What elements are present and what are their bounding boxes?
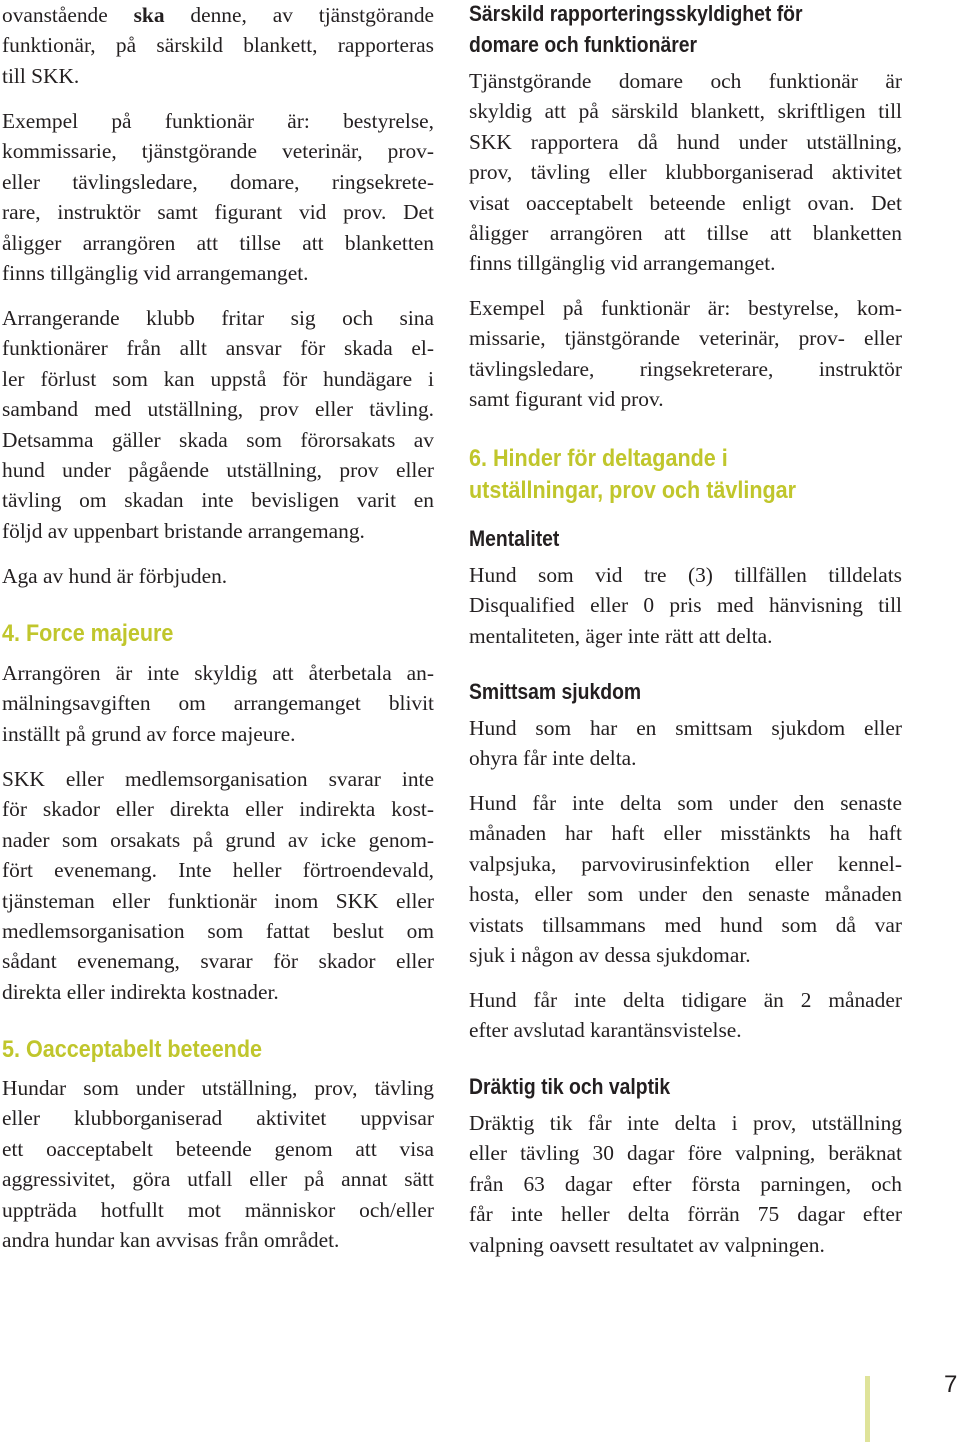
text-line: ovanstående [2,3,134,27]
text-line: för skador eller direkta eller indirekta kost- [2,797,434,822]
text-line: eller klubborganiserad aktivitet uppvisar [2,1106,434,1131]
text-line: medlemsorganisation som fattat beslut om [2,919,434,944]
subheading-smittsam-sjukdom: Smittsam sjukdom [469,679,642,704]
text-line: tjänsteman eller funktionär inom SKK eller [2,888,434,913]
text-line: hund under pågående utställning, prov eller [2,458,434,483]
subheading-draktig-tik: Dräktig tik och valptik [469,1074,671,1099]
page-number-rule [865,1376,870,1442]
text-line: Arrangören är inte skyldig att återbetala an- [2,661,434,685]
left-paragraph-5 [2,658,434,749]
text-line: Hund som har en smittsam sjukdom eller [469,716,902,740]
text-line: till SKK. [2,63,80,88]
right-paragraph-5 [469,788,902,970]
subheading-reporting [469,0,803,60]
right-paragraph-4 [469,713,902,774]
text-line: från 63 dagar efter första parningen, och [469,1171,902,1196]
left-paragraph-6 [2,764,434,1007]
text-line: funktionär, på särskild blankett, rapporteras [2,33,434,58]
text-line: fört evenemang. Inte heller förtroendevald, [2,858,434,883]
text-line: skyldig att på särskild blankett, skriftligen till [469,99,902,124]
text-line: kommissarie, tjänstgörande veterinär, prov- [2,139,434,164]
text-line: samband med utställning, prov eller tävling. [2,397,434,422]
left-paragraph-3 [2,303,434,546]
text-line: direkta eller indirekta kostnader. [2,979,279,1004]
subheading-line: Särskild rapporteringsskyldighet för [469,1,803,26]
text-line: valpning oavsett resultatet av valpningen. [469,1232,825,1257]
text-line: tävlingsledare, ringsekreterare, instruktör [469,356,902,381]
text-line: andra hundar kan avvisas från området. [2,1228,340,1253]
right-paragraph-2 [469,293,902,415]
text-line: efter avslutad karantänsvistelse. [469,1018,742,1043]
text-line: finns tillgänglig vid arrangemanget. [2,261,309,286]
text-line: får inte heller delta förrän 75 dagar efter [469,1202,902,1227]
text-line: ohyra får inte delta. [469,746,637,771]
text-line: denne, av tjänstgörande [164,3,435,27]
text-line: följd av uppenbart bristande arrangemang. [2,518,365,543]
emphasis-text: ska [133,3,165,27]
page-number: 7 [944,1371,958,1398]
text-line: SKK rapportera då hund under utställning, [469,129,902,154]
text-line: inställt på grund av force majeure. [2,721,296,746]
text-line: mentaliteten, äger inte rätt att delta. [469,623,773,648]
text-line: aggressivitet, göra utfall eller på annat sätt [2,1167,434,1192]
left-paragraph-2 [2,106,434,288]
right-paragraph-3 [469,560,902,651]
text-line: Detsamma gäller skada som förorsakats av [2,427,434,452]
text-line: eller tävling 30 dagar före valpning, beräknat [469,1141,902,1166]
section-heading-4: 4. Force majeure [2,620,174,647]
text-line: Aga av hund är förbjuden. [2,564,228,588]
left-paragraph-1 [2,0,434,91]
text-line: Hund som vid tre (3) tillfällen tilldelats [469,563,902,587]
text-line: Disqualified eller 0 pris med hänvisning till [469,593,902,618]
text-line: uppträda hotfullt mot människor och/eller [2,1197,434,1222]
right-paragraph-7 [469,1108,902,1260]
text-line: eller tävlingsledare, domare, ringsekrete- [2,169,434,194]
text-line: Hund får inte delta tidigare än 2 månader [469,988,902,1012]
text-line: ler förlust som kan uppstå för hundägare i [2,366,434,391]
text-line: Hundar som under utställning, prov, tävling [2,1076,434,1100]
text-line: prov, tävling eller klubborganiserad aktivitet [469,160,902,185]
text-line: Arrangerande klubb fritar sig och sina [2,306,434,330]
text-line: finns tillgänglig vid arrangemanget. [469,251,776,276]
text-line: rare, instruktör samt figurant vid prov. Det [2,200,434,225]
text-line: Hund får inte delta som under den senaste [469,791,902,815]
text-line: tävling om skadan inte bevisligen varit en [2,488,434,513]
section-heading-6 [469,443,796,506]
left-paragraph-4 [2,561,434,591]
text-line: Exempel på funktionär är: bestyrelse, kom- [469,296,902,320]
text-line: visat oacceptabelt beteende enligt ovan. Det [469,190,902,215]
text-line: ett oacceptabelt beteende genom att visa [2,1136,434,1161]
text-line: hosta, eller som under den senaste månaden [469,882,902,907]
heading-line: 6. Hinder för deltagande i [469,445,728,472]
left-paragraph-7 [2,1073,434,1255]
text-line: Dräktig tik får inte delta i prov, utställning [469,1111,902,1135]
text-line: valpsjuka, parvovirusinfektion eller kennel- [469,851,902,876]
text-line: mälningsavgiften om arrangemanget blivit [2,691,434,716]
text-line: samt figurant vid prov. [469,387,664,412]
text-line: Exempel på funktionär är: bestyrelse, [2,109,434,133]
heading-line: utställningar, prov och tävlingar [469,476,797,504]
text-line: nader som orsakats på grund av icke genom- [2,827,434,852]
right-paragraph-1 [469,66,902,279]
text-line: Tjänstgörande domare och funktionär är [469,69,902,93]
right-paragraph-6 [469,985,902,1046]
subheading-mentalitet: Mentalitet [469,526,560,551]
section-heading-5: 5. Oacceptabelt beteende [2,1036,263,1063]
text-line: sjuk i någon av dessa sjukdomar. [469,943,751,968]
subheading-line: domare och funktionärer [469,32,698,57]
text-line: SKK eller medlemsorganisation svarar inte [2,767,434,791]
text-line: åligger arrangören att tillse att blanketten [2,230,434,255]
text-line: vistats tillsammans med hund som då var [469,912,902,937]
text-line: månaden har haft eller misstänkts ha haft [469,821,902,846]
text-line: åligger arrangören att tillse att blanketten [469,221,902,246]
text-line: missarie, tjänstgörande veterinär, prov- eller [469,326,902,351]
text-line: sådant evenemang, svarar för skador eller [2,949,434,974]
text-line: funktionärer från allt ansvar för skada el- [2,336,434,361]
